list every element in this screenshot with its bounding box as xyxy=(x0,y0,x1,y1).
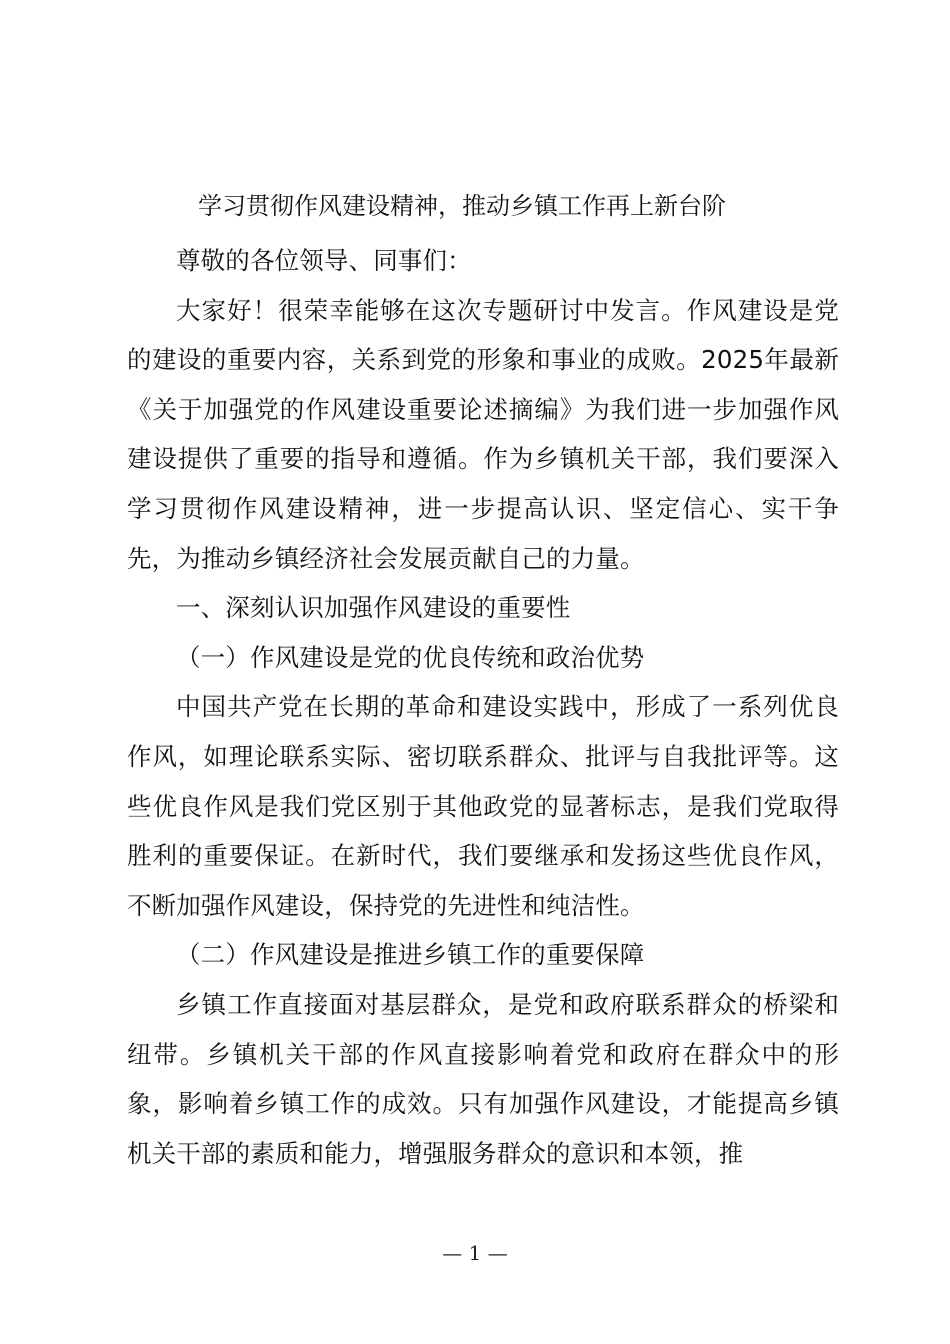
section-heading-1: 一、深刻认识加强作风建设的重要性 xyxy=(176,593,571,623)
subsection-2-paragraph: 乡镇工作直接面对基层群众，是党和政府联系群众的桥梁和纽带。乡镇机关干部的作风直接影响着党和政府在群众中的形象，影响着乡镇工作的成效。只有加强作风建设，才能提高乡镇机关干部的素质和能力，增强服务群众的意识和本领，推 xyxy=(127,989,839,1168)
subsection-heading-2: （二）作风建设是推进乡镇工作的重要保障 xyxy=(176,940,645,970)
page-number: — 1 — xyxy=(442,1241,508,1265)
document-title: 学习贯彻作风建设精神，推动乡镇工作再上新台阶 xyxy=(198,192,726,220)
salutation: 尊敬的各位领导、同事们： xyxy=(176,246,472,275)
intro-paragraph: 大家好！很荣幸能够在这次专题研讨中发言。作风建设是党的建设的重要内容，关系到党的形象和事业的成败。2025年最新《关于加强党的作风建设重要论述摘编》为我们进一步加强作风建设提供了重要的指导和遵循。作为乡镇机关干部，我们要深入学习贯彻作风建设精神，进一步提高认识、坚定信心、实干争先，为推动乡镇经济社会发展贡献自己的力量。 xyxy=(127,295,839,573)
subsection-1-paragraph: 中国共产党在长期的革命和建设实践中，形成了一系列优良作风，如理论联系实际、密切联系群众、批评与自我批评等。这些优良作风是我们党区别于其他政党的显著标志，是我们党取得胜利的重要保证。在新时代，我们要继承和发扬这些优良作风，不断加强作风建设，保持党的先进性和纯洁性。 xyxy=(127,692,839,920)
document-body xyxy=(127,236,839,1178)
subsection-heading-1: （一）作风建设是党的优良传统和政治优势 xyxy=(176,642,645,672)
